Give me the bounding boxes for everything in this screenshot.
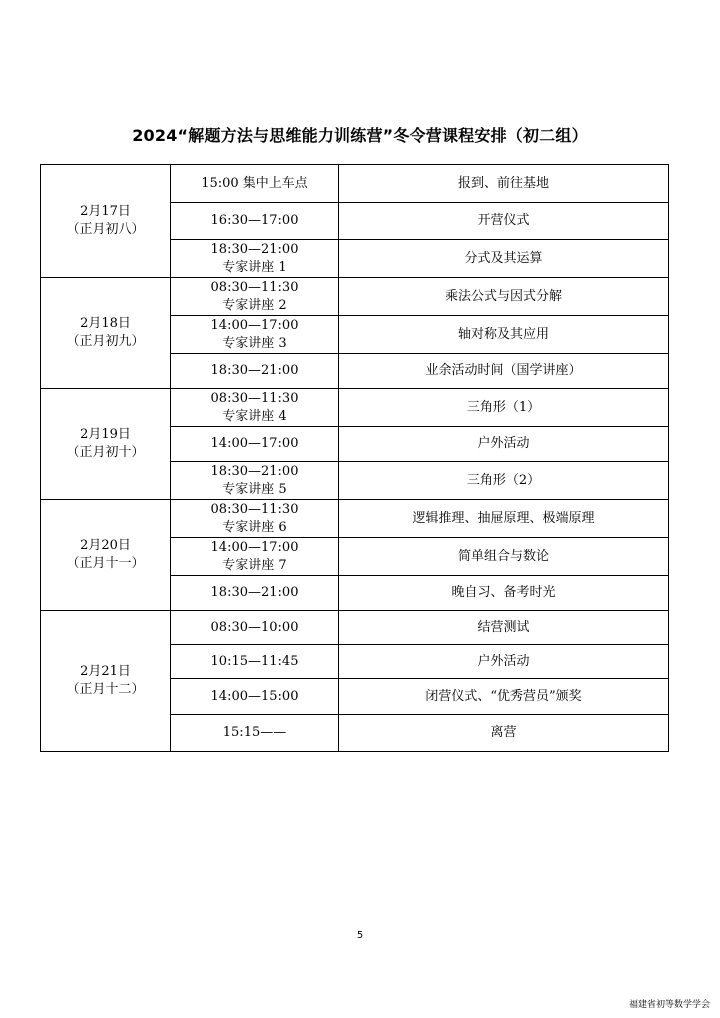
content-cell: 开营仪式: [339, 203, 669, 240]
speaker-label: 专家讲座 3: [222, 335, 287, 351]
lunar-date-label: （正月初八）: [66, 222, 145, 237]
time-cell: [171, 389, 339, 427]
date-label: 2月19日: [80, 427, 131, 442]
time-cell: [171, 645, 339, 679]
time-label: 14:00—17:00: [210, 539, 299, 555]
time-cell: [171, 576, 339, 611]
time-label: 08:30—11:30: [210, 390, 299, 406]
content-cell: 报到、前往基地: [339, 165, 669, 203]
content-cell: 业余活动时间（国学讲座）: [339, 354, 669, 389]
time-label: 14:00—15:00: [210, 688, 299, 704]
content-cell: 户外活动: [339, 427, 669, 462]
time-cell: [171, 500, 339, 538]
time-cell: [171, 611, 339, 645]
time-cell: [171, 203, 339, 240]
lunar-date-label: （正月初九）: [66, 334, 145, 349]
content-cell: 户外活动: [339, 645, 669, 679]
speaker-label: 专家讲座 5: [222, 481, 287, 497]
content-cell: 分式及其运算: [339, 240, 669, 278]
date-label: 2月21日: [80, 664, 131, 679]
time-label: 14:00—17:00: [210, 436, 299, 451]
time-label: 14:00—17:00: [210, 317, 299, 333]
document-title: 2024“解题方法与思维能力训练营”冬令营课程安排（初二组）: [132, 126, 588, 145]
table-row: [41, 611, 669, 645]
date-cell: [41, 278, 171, 389]
content-cell: 离营: [339, 715, 669, 752]
date-cell: [41, 611, 171, 752]
time-cell: [171, 354, 339, 389]
speaker-label: 专家讲座 2: [222, 297, 287, 313]
time-cell: [171, 427, 339, 462]
date-label: 2月18日: [80, 316, 131, 331]
table-row: [41, 500, 669, 538]
time-label: 18:30—21:00: [210, 585, 299, 600]
speaker-label: 专家讲座 1: [222, 259, 287, 275]
time-label: 08:30—11:30: [210, 501, 299, 517]
time-cell: [171, 316, 339, 354]
table-row: [41, 165, 669, 203]
time-label: 10:15—11:45: [210, 653, 299, 669]
table-row: [41, 278, 669, 316]
time-label: 16:30—17:00: [210, 213, 299, 228]
time-label: 18:30—21:00: [210, 463, 299, 479]
date-cell: [41, 389, 171, 500]
date-cell: [41, 165, 171, 278]
content-cell: 闭营仪式、“优秀营员”颁奖: [339, 679, 669, 715]
speaker-label: 专家讲座 6: [222, 519, 287, 535]
time-cell: [171, 278, 339, 316]
time-label: 18:30—21:00: [210, 363, 299, 378]
table-row: [41, 389, 669, 427]
content-cell: 轴对称及其应用: [339, 316, 669, 354]
lunar-date-label: （正月初十）: [66, 445, 145, 460]
time-label: 15:00 集中上车点: [201, 175, 308, 191]
time-cell: [171, 538, 339, 576]
time-label: 15:15——: [222, 725, 287, 740]
schedule-table: [40, 164, 669, 752]
content-cell: 逻辑推理、抽屉原理、极端原理: [339, 500, 669, 538]
content-cell: 三角形（2）: [339, 462, 669, 500]
time-cell: [171, 715, 339, 752]
content-cell: 晚自习、备考时光: [339, 576, 669, 611]
content-cell: 结营测试: [339, 611, 669, 645]
time-cell: [171, 240, 339, 278]
speaker-label: 专家讲座 4: [222, 408, 287, 424]
footer-organization: 福建省初等数学学会: [628, 1000, 710, 1010]
lunar-date-label: （正月十二）: [66, 682, 145, 697]
speaker-label: 专家讲座 7: [222, 557, 287, 573]
date-label: 2月20日: [80, 538, 131, 553]
time-label: 08:30—11:30: [210, 279, 299, 295]
lunar-date-label: （正月十一）: [66, 556, 145, 571]
date-label: 2月17日: [80, 204, 131, 219]
time-cell: [171, 165, 339, 203]
content-cell: 乘法公式与因式分解: [339, 278, 669, 316]
content-cell: 三角形（1）: [339, 389, 669, 427]
time-cell: [171, 462, 339, 500]
time-label: 08:30—10:00: [210, 619, 299, 635]
date-cell: [41, 500, 171, 611]
time-label: 18:30—21:00: [210, 241, 299, 257]
time-cell: [171, 679, 339, 715]
content-cell: 简单组合与数论: [339, 538, 669, 576]
page-number: 5: [356, 930, 364, 941]
